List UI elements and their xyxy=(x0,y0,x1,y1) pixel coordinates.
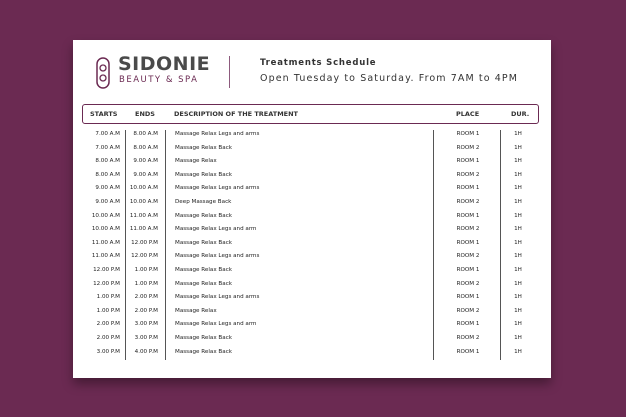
table-row xyxy=(73,346,551,360)
treatment-duration: 1H xyxy=(514,334,522,341)
table-row xyxy=(73,155,551,169)
treatment-description: Massage Relax Back xyxy=(175,239,233,246)
treatment-description: Massage Relax Back xyxy=(175,212,233,219)
schedule-title: Treatments Schedule xyxy=(260,58,377,68)
treatment-duration: 1H xyxy=(514,185,522,192)
treatment-duration: 1H xyxy=(514,239,522,246)
treatment-place: ROOM 2 xyxy=(456,253,480,260)
end-time: 10.00 A.M xyxy=(129,185,158,192)
treatment-duration: 1H xyxy=(514,144,522,151)
schedule-rows xyxy=(73,128,551,359)
table-row xyxy=(73,318,551,332)
end-time: 3.00 P.M xyxy=(134,334,158,341)
treatment-duration: 1H xyxy=(514,131,522,137)
treatment-duration: 1H xyxy=(514,253,522,260)
treatment-duration: 1H xyxy=(514,348,522,355)
table-row xyxy=(73,182,551,196)
treatment-duration: 1H xyxy=(514,171,522,178)
start-time: 3.00 P.M xyxy=(96,348,120,355)
start-time: 10.00 A.M xyxy=(91,212,120,219)
treatment-place: ROOM 2 xyxy=(456,144,480,151)
treatment-description: Massage Relax Back xyxy=(175,348,233,355)
start-time: 2.00 P.M xyxy=(96,334,120,341)
treatment-place: ROOM 1 xyxy=(456,185,480,192)
table-row xyxy=(73,142,551,156)
table-row xyxy=(73,278,551,292)
treatment-duration: 1H xyxy=(514,212,522,219)
start-time: 8.00 A.M xyxy=(95,158,120,165)
treatment-description: Deep Massage Back xyxy=(175,198,232,205)
treatment-description: Massage Relax Back xyxy=(175,171,233,178)
treatment-place: ROOM 2 xyxy=(456,171,480,178)
treatment-place: ROOM 1 xyxy=(456,158,480,165)
treatment-description: Massage Relax Legs and arms xyxy=(175,253,260,260)
start-time: 12.00 P.M xyxy=(93,266,120,273)
start-time: 9.00 A.M xyxy=(95,198,120,205)
treatment-duration: 1H xyxy=(514,321,522,328)
treatment-place: ROOM 1 xyxy=(456,321,480,328)
header-divider xyxy=(229,56,230,88)
table-row xyxy=(73,128,551,142)
end-time: 3.00 P.M xyxy=(134,321,158,328)
start-time: 1.00 P.M xyxy=(96,307,120,314)
table-row xyxy=(73,196,551,210)
table-row xyxy=(73,223,551,237)
table-row xyxy=(73,264,551,278)
treatment-description: Massage Relax Back xyxy=(175,144,233,151)
start-time: 7.00 A.M xyxy=(95,144,120,151)
treatment-description: Massage Relax xyxy=(175,307,217,314)
header-duration: DUR. xyxy=(511,110,530,118)
treatment-place: ROOM 1 xyxy=(456,212,480,219)
treatment-place: ROOM 1 xyxy=(456,266,480,273)
treatment-duration: 1H xyxy=(514,198,522,205)
treatment-place: ROOM 1 xyxy=(456,348,480,355)
start-time: 10.00 A.M xyxy=(91,226,120,233)
start-time: 9.00 A.M xyxy=(95,185,120,192)
brand-name: SIDONIE xyxy=(118,53,211,75)
treatment-place: ROOM 2 xyxy=(456,226,480,233)
treatment-description: Massage Relax xyxy=(175,158,217,165)
treatment-place: ROOM 1 xyxy=(456,294,480,301)
end-time: 10.00 A.M xyxy=(129,198,158,205)
start-time: 2.00 P.M xyxy=(96,321,120,328)
start-time: 11.00 A.M xyxy=(91,253,120,260)
end-time: 1.00 P.M xyxy=(134,266,158,273)
treatment-description: Massage Relax Legs and arms xyxy=(175,294,260,301)
start-time: 7.00 A.M xyxy=(95,131,120,137)
header-starts: STARTS xyxy=(90,110,118,118)
end-time: 1.00 P.M xyxy=(134,280,158,287)
end-time: 4.00 P.M xyxy=(134,348,158,355)
brand-subtitle: BEAUTY & SPA xyxy=(119,75,199,85)
schedule-hours: Open Tuesday to Saturday. From 7AM to 4PM xyxy=(260,73,519,84)
start-time: 1.00 P.M xyxy=(96,294,120,301)
end-time: 11.00 A.M xyxy=(129,212,158,219)
start-time: 11.00 A.M xyxy=(91,239,120,246)
end-time: 2.00 P.M xyxy=(134,307,158,314)
treatment-place: ROOM 2 xyxy=(456,198,480,205)
end-time: 8.00 A.M xyxy=(133,144,158,151)
table-row xyxy=(73,169,551,183)
table-row xyxy=(73,332,551,346)
treatment-duration: 1H xyxy=(514,226,522,233)
treatment-description: Massage Relax Back xyxy=(175,266,233,273)
treatment-place: ROOM 2 xyxy=(456,334,480,341)
treatment-duration: 1H xyxy=(514,307,522,314)
end-time: 9.00 A.M xyxy=(133,171,158,178)
treatment-duration: 1H xyxy=(514,294,522,301)
table-row xyxy=(73,237,551,251)
treatment-description: Massage Relax Legs and arms xyxy=(175,185,260,192)
treatment-place: ROOM 1 xyxy=(456,131,480,137)
end-time: 2.00 P.M xyxy=(134,294,158,301)
treatment-description: Massage Relax Back xyxy=(175,334,233,341)
treatment-place: ROOM 2 xyxy=(456,280,480,287)
treatment-place: ROOM 1 xyxy=(456,239,480,246)
schedule-card xyxy=(73,40,551,378)
treatment-duration: 1H xyxy=(514,280,522,287)
table-row xyxy=(73,305,551,319)
spa-logo-icon xyxy=(95,57,111,89)
header-place: PLACE xyxy=(456,110,480,118)
end-time: 8.00 A.M xyxy=(133,131,158,137)
treatment-duration: 1H xyxy=(514,158,522,165)
table-row xyxy=(73,291,551,305)
end-time: 12.00 P.M xyxy=(131,253,158,260)
treatment-description: Massage Relax Legs and arms xyxy=(175,131,260,137)
treatment-description: Massage Relax Legs and arm xyxy=(175,226,257,233)
table-row xyxy=(73,250,551,264)
treatment-place: ROOM 2 xyxy=(456,307,480,314)
table-header xyxy=(82,104,539,124)
end-time: 9.00 A.M xyxy=(133,158,158,165)
end-time: 12.00 P.M xyxy=(131,239,158,246)
header-description: DESCRIPTION OF THE TREATMENT xyxy=(174,110,298,118)
treatment-description: Massage Relax Back xyxy=(175,280,233,287)
header-ends: ENDS xyxy=(135,110,155,118)
treatment-duration: 1H xyxy=(514,266,522,273)
treatment-description: Massage Relax Legs and arm xyxy=(175,321,257,328)
start-time: 8.00 A.M xyxy=(95,171,120,178)
table-row xyxy=(73,210,551,224)
end-time: 11.00 A.M xyxy=(129,226,158,233)
start-time: 12.00 P.M xyxy=(93,280,120,287)
